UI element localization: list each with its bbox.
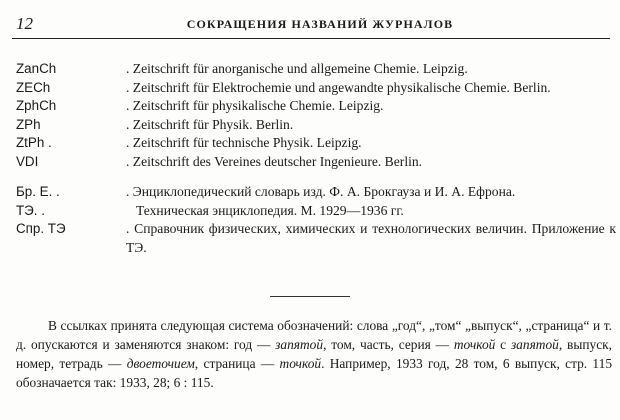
note-text: В ссылках принята следующая система обозначений: слова „год“, „том“ „выпуск“, „страница“ и т. д. опускаются и заменяются знаком: год — — [16, 318, 612, 352]
note-italic: запятой — [510, 337, 559, 352]
abbreviation: ZtPh . — [16, 135, 52, 150]
list-item — [0, 79, 620, 98]
note-italic: точкой — [279, 356, 322, 371]
list-item — [0, 116, 620, 135]
list-item — [0, 60, 620, 79]
list-item — [0, 202, 620, 221]
group-gap — [0, 171, 620, 183]
journal-title: . Zeitschrift für Elektrochemie und angewandte physikalische Chemie. Berlin. — [126, 79, 616, 98]
running-head: СОКРАЩЕНИЯ НАЗВАНИЙ ЖУРНАЛОВ — [186, 17, 454, 31]
journal-title: . Zeitschrift für technische Physik. Leipzig. — [126, 134, 616, 153]
abbreviation: ZPh — [16, 116, 41, 132]
note-text: , том, часть, серия — — [323, 337, 454, 352]
abbreviation: ZECh — [16, 79, 51, 95]
abbreviation-list — [0, 60, 620, 257]
abbreviation: ZanCh — [16, 61, 57, 76]
note-italic: точкой — [453, 337, 496, 352]
journal-title: . Zeitschrift für Physik. Berlin. — [126, 116, 616, 135]
note-italic: двоеточием — [126, 356, 195, 371]
list-item — [0, 134, 620, 153]
note-text: , страница — — [194, 356, 280, 371]
citation-note — [16, 316, 612, 392]
list-item — [0, 153, 620, 172]
note-text: . Например, 1933 год, 28 том, 6 выпуск, стр. 115 обозначается так: 1933, 28; 6 : 115. — [16, 356, 613, 390]
list-item — [0, 97, 620, 116]
note-italic: запятой — [275, 337, 324, 352]
reference-title: Техническая энциклопедия. М. 1929—1936 гг. — [136, 202, 404, 218]
abbreviation: ТЭ. . — [16, 202, 45, 218]
list-item — [0, 183, 620, 202]
note-text: с — [495, 337, 511, 352]
reference-title: . Справочник физических, химических и технологических величин. Приложение к ТЭ. — [126, 220, 616, 257]
abbreviation: VDI — [16, 153, 39, 169]
abbreviation: ZphCh — [16, 98, 57, 113]
journal-title: . Zeitschrift für physikalische Chemie. Leipzig. — [126, 97, 616, 116]
separator-rule — [270, 296, 350, 297]
list-item — [0, 220, 620, 257]
journal-title: . Zeitschrift des Vereines deutscher Ingenieure. Berlin. — [126, 153, 616, 172]
note-text: , выпуск, номер, тетрадь — — [16, 337, 612, 371]
journal-title: . Zeitschrift für anorganische und allgemeine Chemie. Leipzig. — [126, 60, 616, 79]
header-rule — [12, 38, 610, 39]
abbreviation: Бр. Е. . — [16, 184, 60, 199]
reference-title: . Энциклопедический словарь изд. Ф. А. Брокгауза и И. А. Ефрона. — [126, 183, 616, 202]
abbreviation: Спр. ТЭ — [16, 221, 66, 236]
page-number: 12 — [16, 14, 33, 33]
